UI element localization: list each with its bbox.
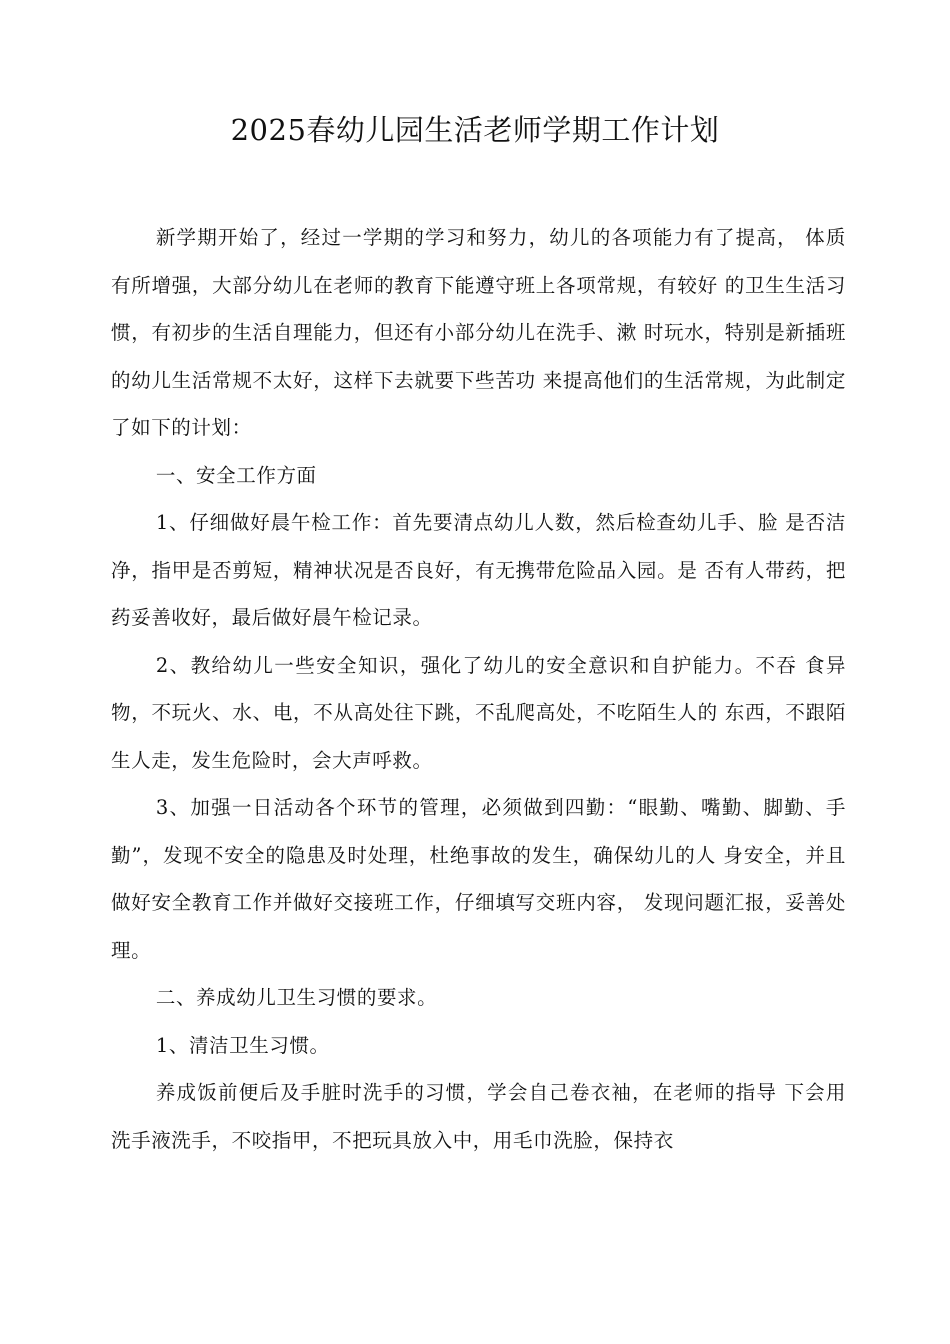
section-heading-safety: 一、安全工作方面	[155, 463, 317, 487]
section-heading-hygiene: 二、养成幼儿卫生习惯的要求。	[155, 986, 438, 1009]
safety-item-3: 3、加强一日活动各个环节的管理，必须做到四勤：“眼勤、嘴勤、脚勤、手勤”，发现不安全的隐患及时处理，杜绝事故的发生，确保幼儿的人 身安全，并且做好安全教育工作并做好交接班工作，仔细填写交班内容， 发现问题汇报，妥善处理。	[111, 796, 846, 962]
intro-paragraph: 新学期开始了，经过一学期的学习和努力，幼儿的各项能力有了提高， 体质有所增强，大部分幼儿在老师的教育下能遵守班上各项常规，有较好 的卫生生活习惯，有初步的生活自理能力，但还有小部分幼儿在洗手、漱 时玩水，特别是新插班的幼儿生活常规不太好，这样下去就要下些苦功 来提高他们的生活常规，为此制定了如下的计划：	[111, 226, 846, 439]
hygiene-subheading-1: 1、清洁卫生习惯。	[155, 1033, 330, 1057]
document-body	[111, 214, 846, 1164]
document-title: 2025春幼儿园生活老师学期工作计划	[230, 113, 720, 147]
hygiene-paragraph: 养成饭前便后及手脏时洗手的习惯，学会自己卷衣袖，在老师的指导 下会用洗手液洗手，不咬指甲，不把玩具放入中，用毛巾洗脸，保持衣	[111, 1081, 846, 1152]
safety-item-1: 1、仔细做好晨午检工作：首先要清点幼儿人数，然后检查幼儿手、脸 是否洁净，指甲是否剪短，精神状况是否良好，有无携带危险品入园。是 否有人带药，把药妥善收好，最后做好晨午检记录。	[111, 511, 846, 629]
safety-item-2: 2、教给幼儿一些安全知识，强化了幼儿的安全意识和自护能力。不吞 食异物，不玩火、水、电，不从高处往下跳，不乱爬高处，不吃陌生人的 东西，不跟陌生人走，发生危险时，会大声呼救。	[111, 653, 846, 772]
